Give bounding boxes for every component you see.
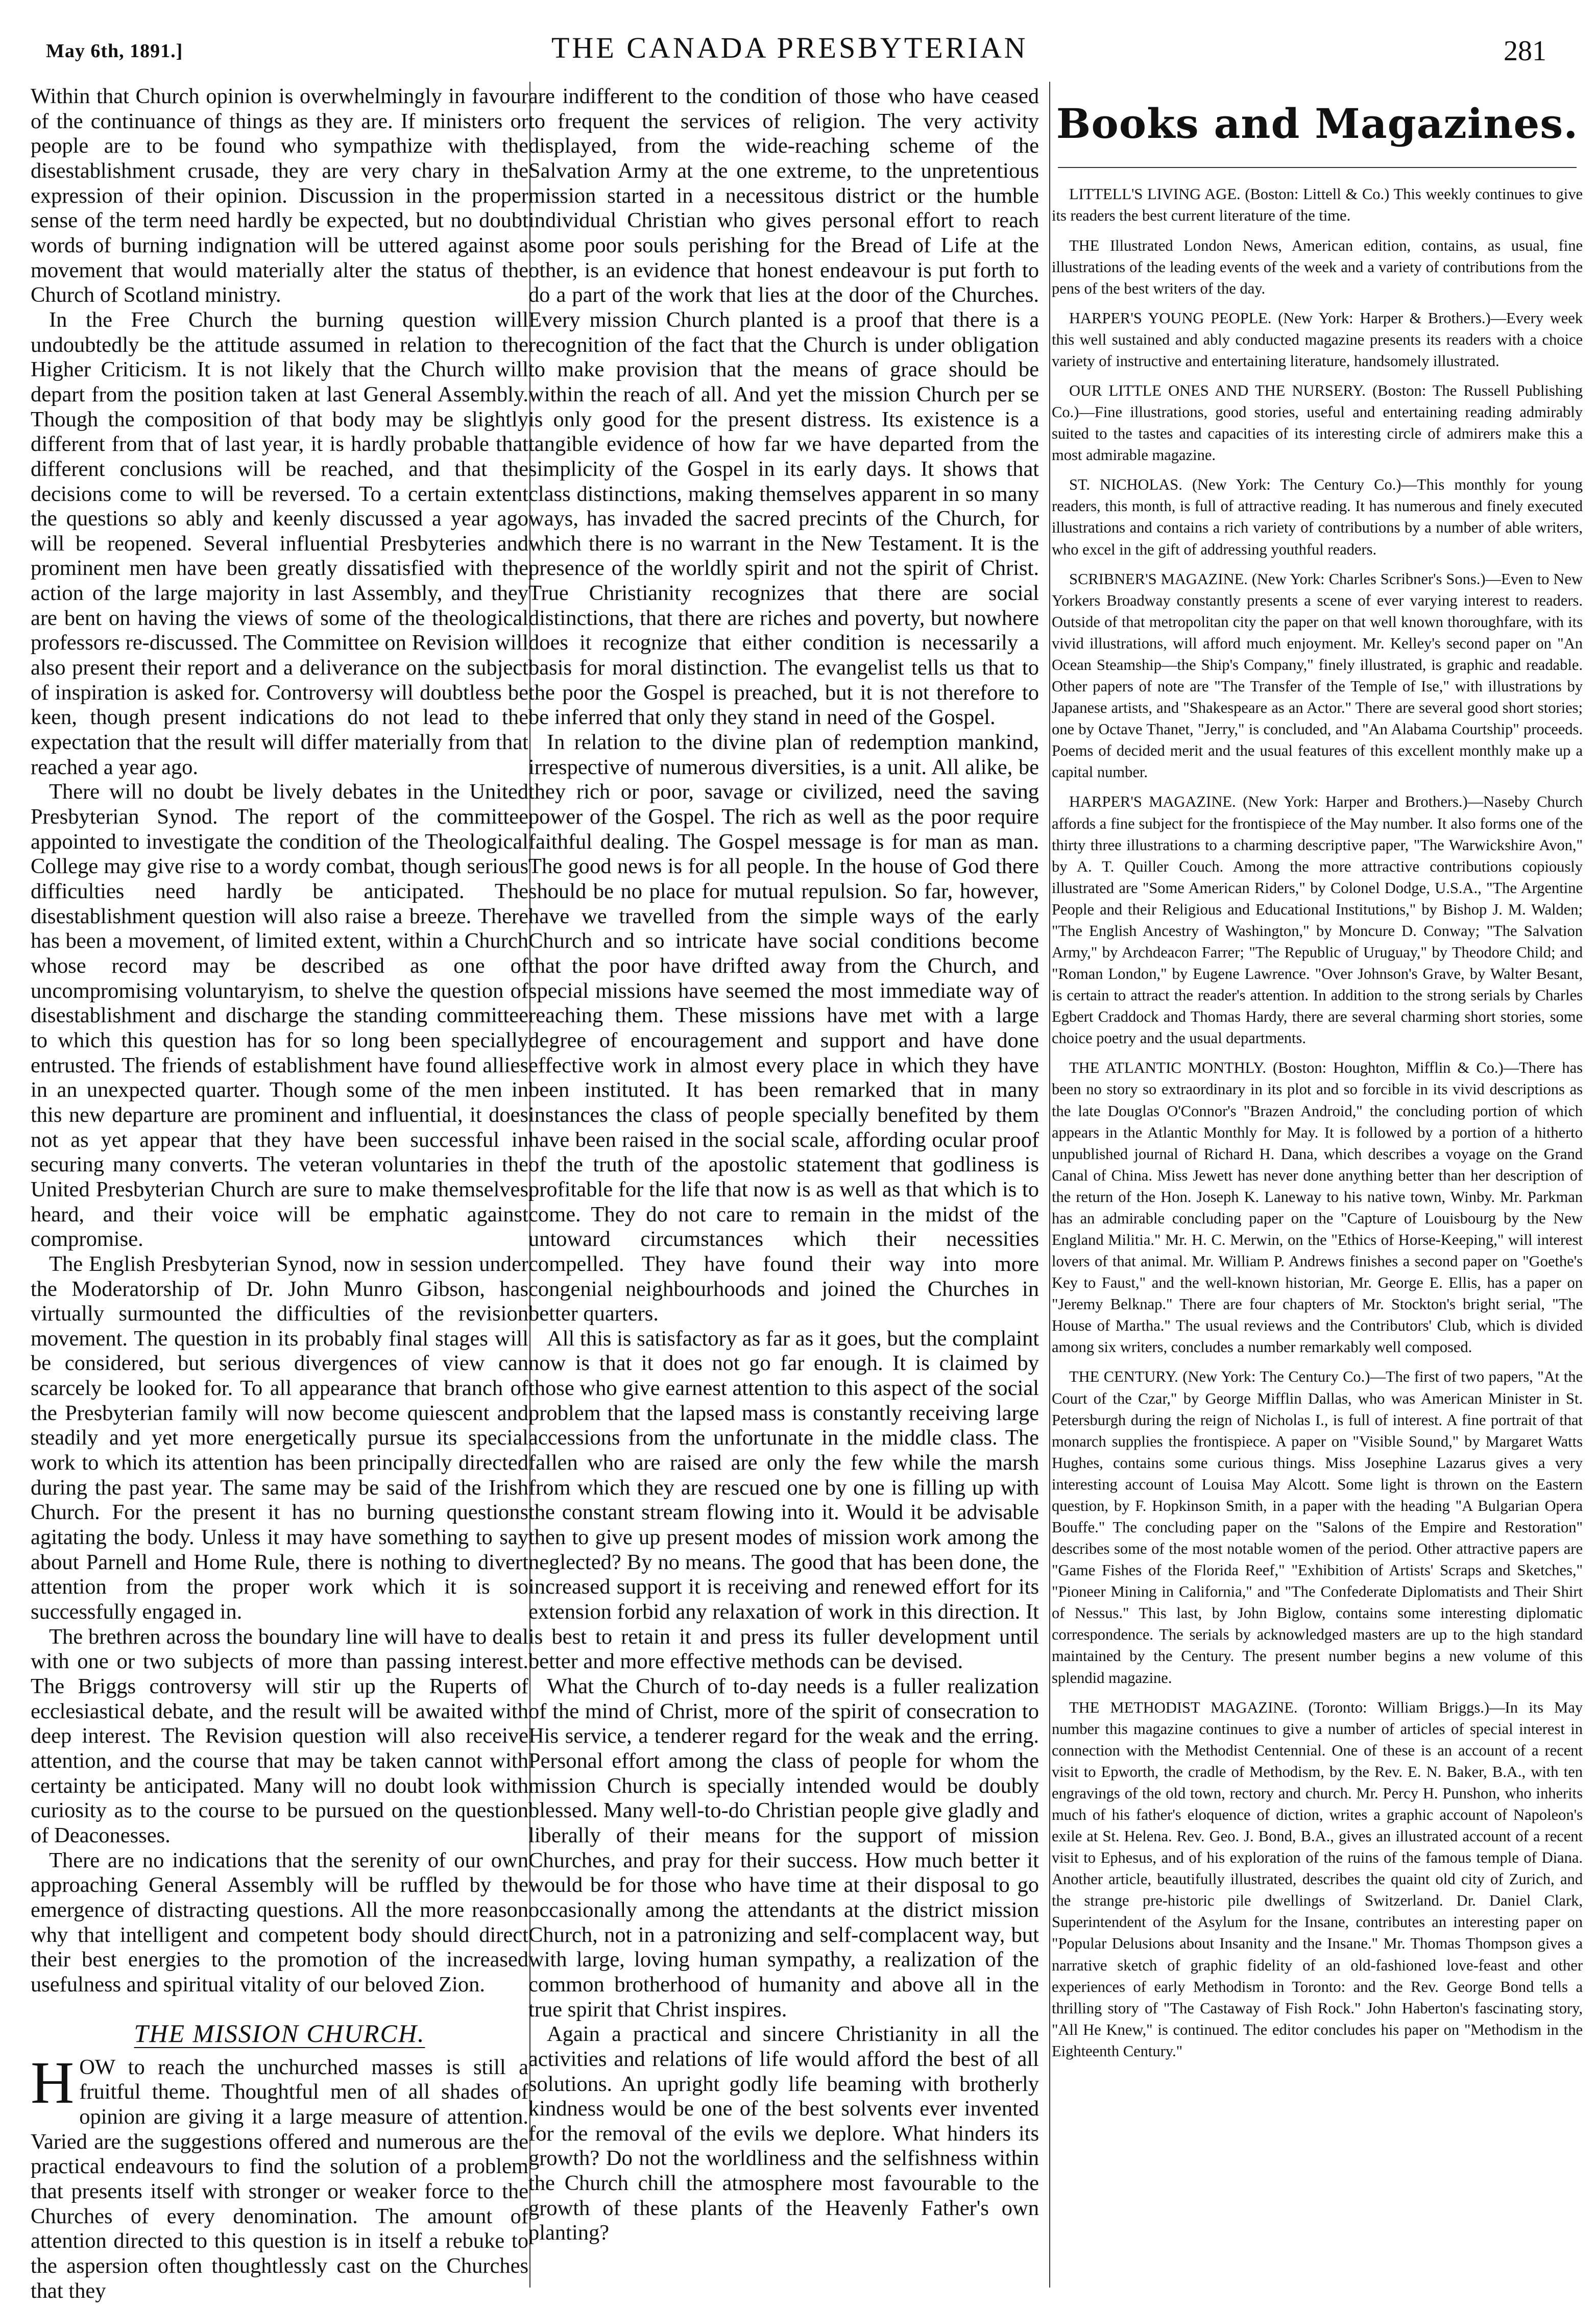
review-entry: OUR LITTLE ONES AND THE NURSERY. (Boston: The Russell Publishing Co.)—Fine illustrations, good stories, useful and entertaining reading admirably suited to the tastes and capacities of its interesting circle of admirers make this a most admirable magazine. [1052, 382, 1583, 464]
section-title: Books and Magazines. [1056, 100, 1579, 148]
column-middle [528, 84, 1039, 2285]
issue-date: May 6th, 1891.] [46, 40, 183, 62]
column-right [1052, 84, 1583, 2285]
paragraph: The brethren across the boundary line will have to deal with one or two subjects of more than passing interest. The Briggs controversy will stir up the Ruperts of ecclesiastical debate, and the result will be awaited with deep interest. The Revision question will also receive attention, and the course that may be taken cannot with certainty be anticipated. Many will no doubt look with curiosity as to the course to be pursued on the question of Deaconesses. [31, 1624, 528, 1847]
paragraph: The English Presbyterian Synod, now in session under the Moderatorship of Dr. John Munro Gibson, has virtually surmounted the difficulties of the revision movement. The question in its probably final stages will be considered, but serious divergences of view can scarcely be looked for. To all appearance that branch of the Presbyterian family will now become quiescent and steadily and yet more energetically pursue its special work to which its attention has been principally directed during the past year. The same may be said of the Irish Church. For the present it has no burning questions agitating the body. Unless it may have something to say about Parnell and Home Rule, there is nothing to divert attention from the proper work which it is so successfully engaged in. [31, 1252, 528, 1624]
paragraph: In the Free Church the burning question will undoubtedly be the attitude assumed in relation to the Higher Criticism. It is not likely that the Church will depart from the position taken at last General Assembly. Though the composition of that body may be slightly different from that of last year, it is hardly probable that different conclusions will be reached, and that the decisions come to will be reversed. To a certain extent the questions so ably and keenly discussed a year ago will be reopened. Several influential Presbyteries and prominent men have been greatly dissatisfied with the action of the large majority in last Assembly, and they are bent on having the views of some of the theological professors re-discussed. The Committee on Revision will also present their report and a deliverance on the subject of inspiration is asked for. Controversy will doubtless be keen, though present indications do not lead to the expectation that the result will differ materially from that reached a year ago. [31, 307, 528, 779]
paragraph: There are no indications that the serenity of our own approaching General Assembly will be ruffled by the emergence of distracting questions. All the more reason why that intelligent and competent body should direct their best energies to the promotion of the increased usefulness and spiritual vitality of our beloved Zion. [31, 1848, 528, 1997]
paragraph: What the Church of to-day needs is a fuller realization of the mind of Christ, more of the spirit of consecration to His service, a tenderer regard for the weak and the erring. Personal effort among the class of people for whom the mission Church is specially intended would be doubly blessed. Many well-to-do Christian people give gladly and liberally of their means for the support of mission Churches, and pray for their success. How much better it would be for those who have time at their disposal to go occasionally among the attendants at the district mission Church, not in a patronizing and self-complacent way, but with large, loving human sympathy, a realization of the common brotherhood of humanity and above all in the true spirit that Christ inspires. [528, 1674, 1039, 2022]
paragraph-text: OW to reach the unchurched masses is still a fruitful theme. Thoughtful men of all shades of opinion are giving it a large measure of attention. Varied are the suggestions offered and numerous are the practical endeavours to find the solution of a problem that presents itself with stronger or weaker force to the Churches of every denomination. The amount of attention directed to this question is in itself a rebuke to the aspersion often thoughtlessly cast on the Churches that they [31, 2055, 528, 2303]
paragraph: All this is satisfactory as far as it goes, but the complaint now is that it does not go far enough. It is claimed by those who give earnest attention to this aspect of the social problem that the lapsed mass is constantly receiving large accessions from the unfortunate in the middle class. The fallen who are raised are only the few while the marsh from which they are rescued one by one is filling up with the constant stream flowing into it. Would it be advisable then to give up present modes of mission work among the neglected? By no means. The good that has been done, the increased support it is receiving and renewed effort for its extension forbid any relaxation of work in this direction. It is best to retain it and press its fuller development until better and more effective methods can be devised. [528, 1326, 1039, 1674]
column-left [31, 84, 528, 2303]
review-entry: THE METHODIST MAGAZINE. (Toronto: William Briggs.)—In its May number this magazine continues to give a number of articles of special interest in connection with the Methodist Centennial. One of these is an account of a recent visit to Epworth, the cradle of Methodism, by the Rev. E. N. Baker, B.A., with ten engravings of the old town, rectory and church. Mr. Percy H. Punshon, who inherits much of his father's eloquence of diction, writes a graphic account of Napoleon's exile at St. Helena. Rev. Geo. J. Bond, B.A., gives an illustrated account of a recent visit to Ephesus, and of his exploration of the ruins of the famous temple of Diana. Another article, beautifully illustrated, describes the quaint old city of Zurich, and the strange pre-historic pile dwellings of Switzerland. Dr. Daniel Clark, Superintendent of the Asylum for the Insane, contributes an interesting paper on "Popular Delusions about Insanity and the Insane." Mr. Thomas Thompson gives a narrative sketch of graphic fidelity of an old-fashioned love-feast and other experiences of early Methodism in Toronto: and the Rev. George Bond tells a thrilling story of "The Castaway of Fish Rock." John Haberton's fascinating story, "All He Knew," is continued. The editor concludes his paper on "Methodism in the Eighteenth Century." [1052, 1698, 1583, 2060]
review-entry: SCRIBNER'S MAGAZINE. (New York: Charles Scribner's Sons.)—Even to New Yorkers Broadway constantly presents a scene of ever varying interest to readers. Outside of that metropolitan city the paper on that well known thoroughfare, with its vivid illustrations, will afford much enjoyment. Mr. Kelley's second paper on "An Ocean Steamship—the Ship's Company," finely illustrated, is graphic and readable. Other papers of note are "The Transfer of the Temple of Ise," with illustrations by Japanese artists, and "Shakespeare as an Actor." There are several good short stories; one by Octave Thanet, "Jerry," is concluded, and "An Alabama Courtship" proceeds. Poems of decided merit and the usual features of this excellent monthly make up a capital number. [1052, 570, 1583, 781]
review-entry: THE Illustrated London News, American edition, contains, as usual, fine illustrations of the leading events of the week and a variety of contributions from the pens of the best writers of the day. [1052, 236, 1583, 297]
newspaper-title: THE CANADA PRESBYTERIAN [551, 31, 1028, 64]
column-rule [1049, 82, 1050, 2288]
review-entry: LITTELL'S LIVING AGE. (Boston: Littell & Co.) This weekly continues to give its readers the best current literature of the time. [1052, 185, 1583, 225]
review-entry: HARPER'S YOUNG PEOPLE. (New York: Harper & Brothers.)—Every week this well sustained and ably conducted magazine presents its readers with a choice variety of instructive and entertaining literature, handsomely illustrated. [1052, 309, 1583, 370]
paragraph: There will no doubt be lively debates in the United Presbyterian Synod. The report of the committee appointed to investigate the condition of the Theological College may give rise to a wordy combat, though serious difficulties need hardly be anticipated. The disestablishment question will also raise a breeze. There has been a movement, of limited extent, within a Church whose record may be described as one of uncompromising voluntaryism, to shelve the question of disestablishment and discharge the standing committee to which this question has for so long been specially entrusted. The friends of establishment have found allies in an unexpected quarter. Though some of the men in this new departure are prominent and influential, it does not as yet appear that they have been successful in securing many converts. The veteran voluntaries in the United Presbyterian Church are sure to make themselves heard, and their voice will be emphatic against compromise. [31, 780, 528, 1252]
review-entry: THE ATLANTIC MONTHLY. (Boston: Houghton, Mifflin & Co.)—There has been no story so extraordinary in its plot and so forcible in its vivid descriptions as the late Douglas O'Connor's "Brazen Android," the concluding portion of which appears in the Atlantic Monthly for May. It is followed by a portion of a hitherto unpublished journal of Richard H. Dana, which describes a voyage on the Grand Canal of China. Miss Jewett has never done anything better than her description of the return of the Hon. Joseph K. Laneway to his native town, Winby. Mr. Parkman has an admirable concluding paper on the "Capture of Louisbourg by the New England Militia." Mr. H. C. Merwin, on the "Ethics of Horse-Keeping," will interest lovers of that animal. Mr. William P. Andrews finishes a second paper on "Goethe's Key to Faust," and the well-known historian, Mr. George E. Ellis, has a paper on "Jeremy Belknap." There are four chapters of Mr. Stockton's bright serial, "The House of Martha." The usual reviews and the Contributors' Club, which is divided among six writers, concludes a number remarkably well composed. [1052, 1059, 1583, 1356]
drop-cap: H [31, 2049, 75, 2116]
paragraph: are indifferent to the condition of those who have ceased to frequent the services of religion. The very activity displayed, from the wide-reaching scheme of the Salvation Army at the one extreme, to the unpretentious mission started in a necessitous district or the humble individual Christian who gives personal effort to reach some poor souls perishing for the Bread of Life at the other, is an evidence that honest endeavour is put forth to do a part of the work that lies at the door of the Churches. Every mission Church planted is a proof that there is a recognition of the fact that the Church is under obligation to make provision that the means of grace should be within the reach of all. And yet the mission Church per se is only good for the present distress. Its existence is a tangible evidence of how far we have departed from the simplicity of the Gospel in its early days. It shows that class distinctions, making themselves apparent in so many ways, has invaded the sacred precints of the Church, for which there is no warrant in the New Testament. It is the presence of the worldly spirit and not the spirit of Christ. True Christianity recognizes that there are social distinctions, that there are riches and poverty, but nowhere does it recognize that either condition is necessarily a basis for moral distinction. The evangelist tells us that to the poor the Gospel is preached, but it is not therefore to be inferred that only they stand in need of the Gospel. [528, 84, 1039, 730]
review-entry: THE CENTURY. (New York: The Century Co.)—The first of two papers, "At the Court of the Czar," by George Mifflin Dallas, who was American Minister in St. Petersburgh during the reign of Nicholas I., is full of interest. A fine portrait of that monarch supplies the frontispiece. A paper on "Visible Sound," by Margaret Watts Hughes, contains some curious things. Miss Josephine Lazarus gives a very interesting account of Louisa May Alcott. Some light is thrown on the Eastern question, by F. Hopkinson Smith, in a paper with the heading "A Bulgarian Opera Bouffe." The concluding paper on the "Salons of the Empire and Restoration" describes some of the most notable women of the period. Other attractive papers are "Game Fishes of the Florida Reef," "Exhibition of Artists' Scraps and Sketches," "Pioneer Mining in California," and "The Confederate Diplomatists and Their Shirt of Nessus." This last, by John Biglow, contains some interesting diplomatic correspondence. The serials by acknowledged masters are up to the high standard maintained by the Century. The present number begins a new volume of this splendid magazine. [1052, 1368, 1583, 1687]
paragraph: In relation to the divine plan of redemption mankind, irrespective of numerous diversities, is a unit. All alike, be they rich or poor, savage or civilized, need the saving power of the Gospel. The rich as well as the poor require faithful dealing. The Gospel message is for man as man. The good news is for all people. In the house of God there should be no place for mutual repulsion. So far, however, have we travelled from the simple ways of the early Church and so intricate have social conditions become that the poor have drifted away from the Church, and special missions have seemed the most immediate way of reaching them. These missions have met with a large degree of encouragement and support and have done effective work in almost every place in which they have been instituted. It has been remarked that in many instances the class of people specially benefited by them have been raised in the social scale, affording ocular proof of the truth of the apostolic statement that godliness is profitable for the life that now is as well as that which is to come. They do not care to remain in the midst of the untoward circumstances which their necessities compelled. They have found their way into more congenial neighbourhoods and joined the Churches in better quarters. [528, 730, 1039, 1326]
page-header [0, 0, 1596, 87]
section-title: THE MISSION CHURCH. [134, 2018, 425, 2048]
paragraph: Again a practical and sincere Christianity in all the activities and relations of life would afford the best of all solutions. An upright godly life beaming with brotherly kindness would be one of the best solvents ever invented for the removal of the evils we deplore. What hinders its growth? Do not the worldliness and the selfishness within the Church chill the atmosphere most favourable to the growth of these plants of the Heavenly Father's own planting? [528, 2022, 1039, 2245]
page-number: 281 [1504, 35, 1546, 67]
review-entry: HARPER'S MAGAZINE. (New York: Harper and Brothers.)—Naseby Church affords a fine subject for the frontispiece of the May number. It also forms one of the thirty three illustrations to a charming descriptive paper, "The Warwickshire Avon," by A. T. Quiller Couch. Among the more attractive contributions copiously illustrated are "Some American Riders," by Colonel Dodge, U.S.A., "The Argentine People and their Religious and Educational Institutions," by Bishop J. M. Walden; "The English Ancestry of Washington," by Moncure D. Conway; "The Salvation Army," by Archdeacon Farrer; "The Republic of Uruguay," by Theodore Child; and "Roman London," by Eugene Lawrence. "Over Johnson's Grave, by Walter Besant, is certain to attract the reader's attention. In addition to the strong serials by Charles Egbert Craddock and Thomas Hardy, there are several charming short stories, some choice poetry and the usual departments. [1052, 793, 1583, 1047]
paragraph: Within that Church opinion is overwhelmingly in favour of the continuance of things as they are. If ministers or people are to be found who sympathize with the disestablishment crusade, they are very chary in the expression of their opinion. Discussion in the proper sense of the term need hardly be expected, but no doubt words of burning indignation will be uttered against a movement that would materially alter the status of the Church of Scotland ministry. [31, 84, 528, 307]
paragraph [31, 2049, 528, 2304]
review-entry: ST. NICHOLAS. (New York: The Century Co.)—This monthly for young readers, this month, is full of attractive reading. It has numerous and finely executed illustrations and contains a rich variety of contributions by a number of able writers, who excel in the gift of addressing youthful readers. [1052, 476, 1583, 558]
divider [1058, 167, 1577, 168]
